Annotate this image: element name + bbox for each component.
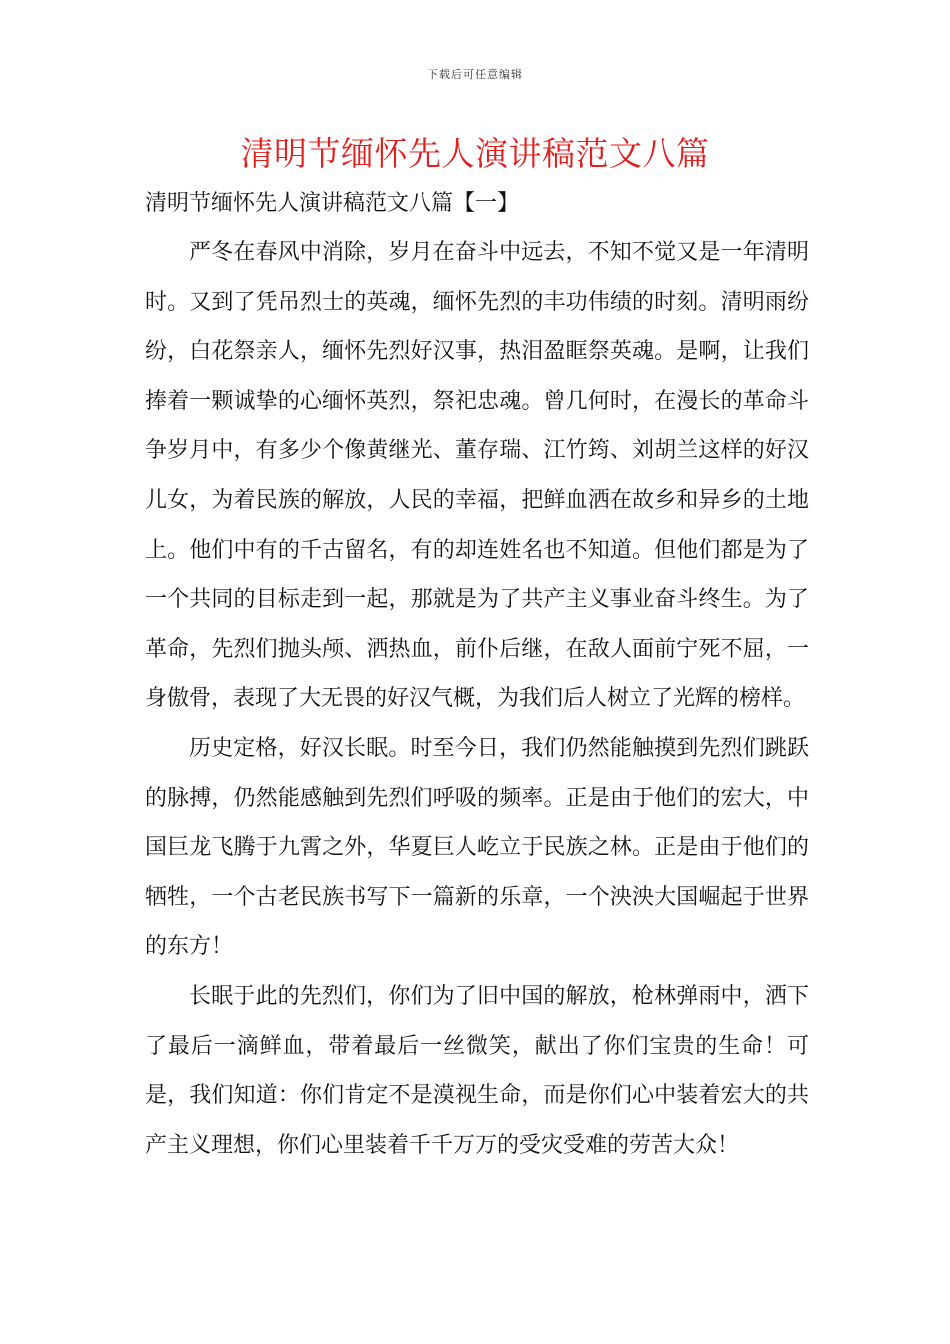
document-title: 清明节缅怀先人演讲稿范文八篇 xyxy=(240,134,710,173)
paragraph: 历史定格，好汉长眠。时至今日，我们仍然能触摸到先烈们跳跃的脉搏，仍然能感触到先烈们呼吸的频率。正是由于他们的宏大，中国巨龙飞腾于九霄之外，华夏巨人屹立于民族之林。正是由于他们的牺牲，一个古老民族书写下一篇新的乐章，一个泱泱大国崛起于世界的东方！ xyxy=(145,735,809,960)
header-note: 下载后可任意编辑 xyxy=(427,68,523,81)
document-body xyxy=(145,228,809,1170)
section-title: 清明节缅怀先人演讲稿范文八篇【一】 xyxy=(145,191,520,216)
paragraph: 严冬在春风中消除，岁月在奋斗中远去，不知不觉又是一年清明时。又到了凭吊烈士的英魂，缅怀先烈的丰功伟绩的时刻。清明雨纷纷，白花祭亲人，缅怀先烈好汉事，热泪盈眶祭英魂。是啊，让我们捧着一颗诚挚的心缅怀英烈，祭祀忠魂。曾几何时，在漫长的革命斗争岁月中，有多少个像黄继光、董存瑞、江竹筠、刘胡兰这样的好汉儿女，为着民族的解放，人民的幸福，把鲜血洒在故乡和异乡的土地上。他们中有的千古留名，有的却连姓名也不知道。但他们都是为了一个共同的目标走到一起，那就是为了共产主义事业奋斗终生。为了革命，先烈们抛头颅、洒热血，前仆后继，在敌人面前宁死不屈，一身傲骨，表现了大无畏的好汉气概，为我们后人树立了光辉的榜样。 xyxy=(145,240,809,712)
paragraph: 长眠于此的先烈们，你们为了旧中国的解放，枪林弹雨中，洒下了最后一滴鲜血，带着最后一丝微笑，献出了你们宝贵的生命！可是，我们知道：你们肯定不是漠视生命，而是你们心中装着宏大的共产主义理想，你们心里装着千千万万的受灾受难的劳苦大众！ xyxy=(145,983,809,1158)
